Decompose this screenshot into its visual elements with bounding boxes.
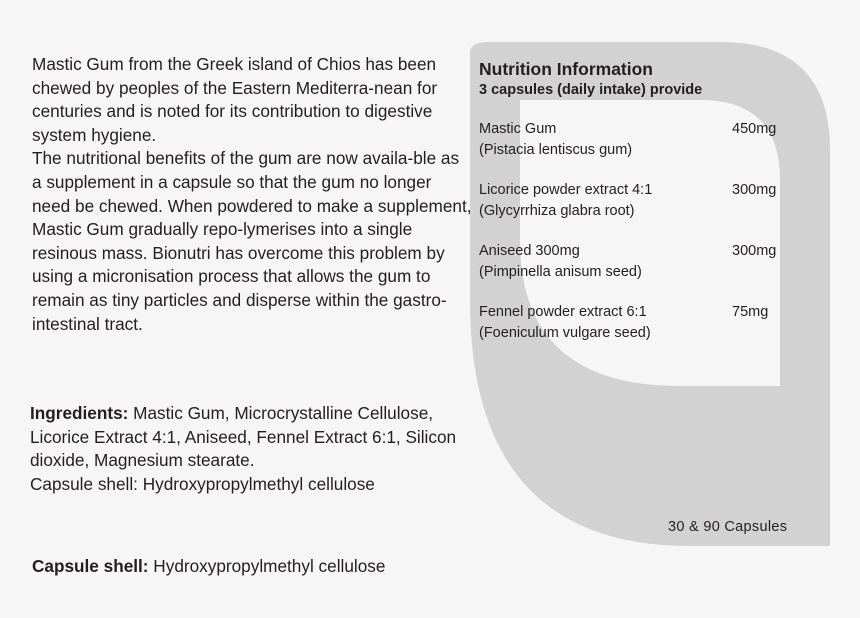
nutrient-latin-name: (Foeniculum vulgare seed) — [479, 325, 651, 341]
nutrition-subtitle: 3 capsules (daily intake) provide — [479, 82, 703, 98]
capsule-shell-info — [32, 555, 472, 579]
nutrient-latin-name: (Pimpinella anisum seed) — [479, 264, 642, 280]
description-paragraph: Mastic Gum from the Greek island of Chios has been chewed by peoples of the Eastern Mediterra-nean for centuries and is noted for its contribution to digestive system hygiene. — [32, 54, 438, 145]
nutrient-latin-name: (Pistacia lentiscus gum) — [479, 142, 633, 158]
ingredients-text — [30, 402, 490, 473]
nutrition-row — [479, 302, 809, 363]
ingredients-label: Ingredients: — [30, 403, 129, 423]
nutrition-title: Nutrition Information — [479, 59, 654, 79]
nutrient-name: Licorice powder extract 4:1 — [479, 182, 653, 198]
nutrition-row — [479, 241, 809, 302]
nutrition-panel — [479, 58, 809, 363]
nutrient-amount: 75mg — [732, 304, 769, 320]
nutrient-amount: 450mg — [732, 121, 777, 137]
nutrient-name: Aniseed 300mg — [479, 243, 580, 259]
capsule-shell-label: Capsule shell: — [32, 556, 149, 576]
product-description — [32, 53, 472, 336]
nutrient-name: Fennel powder extract 6:1 — [479, 304, 647, 320]
nutrient-name: Mastic Gum — [479, 121, 557, 137]
description-paragraph: The nutritional benefits of the gum are now availa-ble as a supplement in a capsule so that the gum no longer need be chewed. When powdered to make a supplement, Mastic Gum gradually repo-lymerises into a single resinous mass. Bionutri has overcome this problem by using a micronisation process that allows the gum to remain as tiny particles and disperse within the gastro-intestinal tract. — [32, 148, 472, 334]
ingredients-block — [30, 402, 490, 496]
ingredients-list: Mastic Gum, Microcrystalline Cellulose, Licorice Extract 4:1, Aniseed, Fennel Extract 6:1, Silicon dioxide, Magnesium stearate. — [30, 403, 457, 471]
nutrient-amount: 300mg — [732, 243, 777, 259]
nutrient-latin-name: (Glycyrrhiza glabra root) — [479, 203, 635, 219]
capsule-shell-line: Capsule shell: Hydroxypropylmethyl cellulose — [30, 473, 375, 494]
nutrition-table — [479, 119, 809, 363]
pack-sizes-label: 30 & 90 Capsules — [668, 519, 788, 535]
nutrition-row — [479, 180, 809, 241]
capsule-shell-value: Hydroxypropylmethyl cellulose — [148, 556, 386, 576]
nutrition-row — [479, 119, 809, 180]
nutrient-amount: 300mg — [732, 182, 777, 198]
